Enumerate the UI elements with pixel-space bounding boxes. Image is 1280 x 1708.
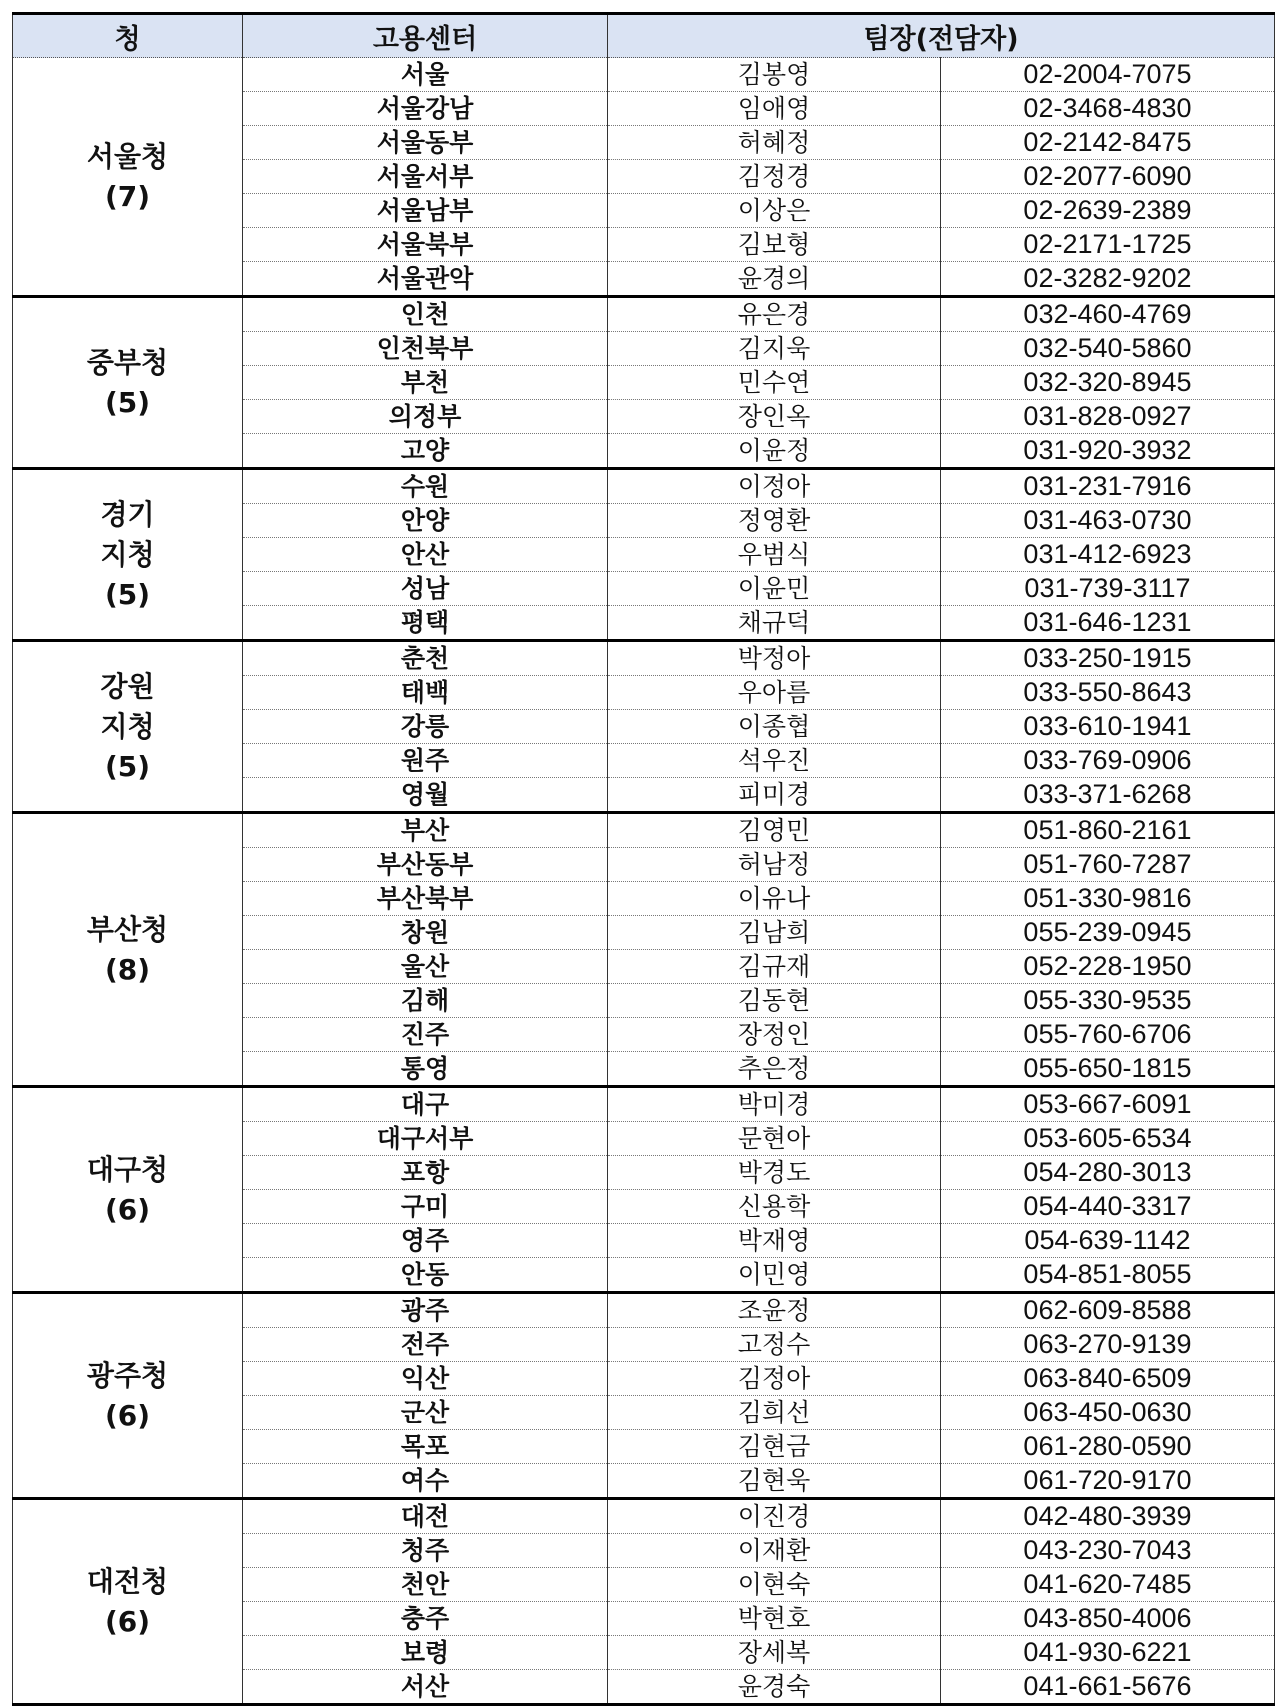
center-cell: 전주 [243, 1328, 608, 1362]
manager-name-cell: 이윤민 [608, 572, 941, 606]
phone-cell: 053-605-6534 [941, 1122, 1275, 1156]
manager-name-cell: 이재환 [608, 1534, 941, 1568]
manager-name-cell: 김규재 [608, 950, 941, 984]
phone-cell: 032-320-8945 [941, 366, 1275, 400]
office-label-line: 강원 [100, 669, 155, 703]
office-label-line: 중부청 [86, 345, 169, 379]
manager-name-cell: 장세복 [608, 1636, 941, 1670]
center-cell: 구미 [243, 1190, 608, 1224]
manager-name-cell: 조윤정 [608, 1293, 941, 1328]
office-label-line: (7) [104, 179, 151, 213]
phone-cell: 042-480-3939 [941, 1499, 1275, 1534]
contact-table-container [12, 12, 1274, 1706]
center-cell: 서울관악 [243, 262, 608, 297]
center-cell: 보령 [243, 1636, 608, 1670]
center-cell: 부천 [243, 366, 608, 400]
phone-cell: 033-610-1941 [941, 710, 1275, 744]
office-label-line: (6) [104, 1398, 151, 1432]
office-label-line: 지청 [100, 709, 155, 743]
phone-cell: 062-609-8588 [941, 1293, 1275, 1328]
manager-name-cell: 피미경 [608, 778, 941, 813]
office-label-line: 대구청 [86, 1152, 169, 1186]
center-cell: 서울북부 [243, 228, 608, 262]
phone-cell: 051-860-2161 [941, 813, 1275, 848]
table-row [13, 297, 1275, 332]
table-body [13, 58, 1275, 1705]
phone-cell: 031-828-0927 [941, 400, 1275, 434]
manager-name-cell: 우아름 [608, 676, 941, 710]
office-label-line: 대전청 [86, 1564, 169, 1598]
phone-cell: 054-639-1142 [941, 1224, 1275, 1258]
header-row [13, 14, 1275, 58]
center-cell: 서울동부 [243, 126, 608, 160]
center-cell: 영주 [243, 1224, 608, 1258]
center-cell: 서울강남 [243, 92, 608, 126]
manager-name-cell: 장정인 [608, 1018, 941, 1052]
phone-cell: 02-2171-1725 [941, 228, 1275, 262]
phone-cell: 02-2004-7075 [941, 58, 1275, 92]
phone-cell: 041-620-7485 [941, 1568, 1275, 1602]
manager-name-cell: 정영환 [608, 504, 941, 538]
center-cell: 군산 [243, 1396, 608, 1430]
office-cell [13, 469, 243, 641]
manager-name-cell: 김정아 [608, 1362, 941, 1396]
office-label-line: (5) [104, 385, 151, 419]
office-label-line: 지청 [100, 537, 155, 571]
manager-name-cell: 김지욱 [608, 332, 941, 366]
center-cell: 의정부 [243, 400, 608, 434]
phone-cell: 033-250-1915 [941, 641, 1275, 676]
manager-name-cell: 석우진 [608, 744, 941, 778]
center-cell: 대구 [243, 1087, 608, 1122]
manager-name-cell: 박정아 [608, 641, 941, 676]
phone-cell: 02-2142-8475 [941, 126, 1275, 160]
center-cell: 익산 [243, 1362, 608, 1396]
center-cell: 원주 [243, 744, 608, 778]
phone-cell: 031-739-3117 [941, 572, 1275, 606]
center-cell: 영월 [243, 778, 608, 813]
phone-cell: 031-231-7916 [941, 469, 1275, 504]
center-cell: 충주 [243, 1602, 608, 1636]
phone-cell: 02-2639-2389 [941, 194, 1275, 228]
center-cell: 안양 [243, 504, 608, 538]
center-cell: 진주 [243, 1018, 608, 1052]
center-cell: 강릉 [243, 710, 608, 744]
manager-name-cell: 문현아 [608, 1122, 941, 1156]
manager-name-cell: 장인옥 [608, 400, 941, 434]
center-cell: 수원 [243, 469, 608, 504]
office-cell [13, 1499, 243, 1705]
manager-name-cell: 고정수 [608, 1328, 941, 1362]
phone-cell: 033-550-8643 [941, 676, 1275, 710]
center-cell: 서산 [243, 1670, 608, 1705]
phone-cell: 041-661-5676 [941, 1670, 1275, 1705]
office-cell [13, 813, 243, 1087]
phone-cell: 02-2077-6090 [941, 160, 1275, 194]
center-cell: 광주 [243, 1293, 608, 1328]
manager-name-cell: 김정경 [608, 160, 941, 194]
phone-cell: 055-239-0945 [941, 916, 1275, 950]
manager-name-cell: 김동현 [608, 984, 941, 1018]
center-cell: 인천 [243, 297, 608, 332]
center-cell: 부산 [243, 813, 608, 848]
office-cell [13, 58, 243, 297]
phone-cell: 063-270-9139 [941, 1328, 1275, 1362]
office-label-line: 부산청 [86, 912, 169, 946]
center-cell: 청주 [243, 1534, 608, 1568]
header-center: 고용센터 [243, 14, 608, 58]
center-cell: 부산북부 [243, 882, 608, 916]
phone-cell: 031-412-6923 [941, 538, 1275, 572]
phone-cell: 061-720-9170 [941, 1464, 1275, 1499]
phone-cell: 043-230-7043 [941, 1534, 1275, 1568]
manager-name-cell: 김현욱 [608, 1464, 941, 1499]
manager-name-cell: 우범식 [608, 538, 941, 572]
center-cell: 창원 [243, 916, 608, 950]
phone-cell: 033-769-0906 [941, 744, 1275, 778]
center-cell: 대구서부 [243, 1122, 608, 1156]
phone-cell: 054-440-3317 [941, 1190, 1275, 1224]
office-label-line: 경기 [100, 497, 155, 531]
manager-name-cell: 유은경 [608, 297, 941, 332]
center-cell: 인천북부 [243, 332, 608, 366]
manager-name-cell: 박재영 [608, 1224, 941, 1258]
phone-cell: 055-760-6706 [941, 1018, 1275, 1052]
center-cell: 울산 [243, 950, 608, 984]
manager-name-cell: 박경도 [608, 1156, 941, 1190]
manager-name-cell: 이진경 [608, 1499, 941, 1534]
employment-center-contact-table [12, 12, 1275, 1706]
center-cell: 통영 [243, 1052, 608, 1087]
center-cell: 포항 [243, 1156, 608, 1190]
manager-name-cell: 김희선 [608, 1396, 941, 1430]
office-label-line: (8) [104, 952, 151, 986]
office-cell [13, 641, 243, 813]
office-label-line: (5) [104, 577, 151, 611]
phone-cell: 02-3468-4830 [941, 92, 1275, 126]
manager-name-cell: 임애영 [608, 92, 941, 126]
center-cell: 태백 [243, 676, 608, 710]
table-header [13, 14, 1275, 58]
center-cell: 안산 [243, 538, 608, 572]
phone-cell: 031-920-3932 [941, 434, 1275, 469]
center-cell: 고양 [243, 434, 608, 469]
office-cell [13, 1293, 243, 1499]
center-cell: 서울 [243, 58, 608, 92]
center-cell: 춘천 [243, 641, 608, 676]
phone-cell: 051-760-7287 [941, 848, 1275, 882]
center-cell: 부산동부 [243, 848, 608, 882]
phone-cell: 032-460-4769 [941, 297, 1275, 332]
phone-cell: 053-667-6091 [941, 1087, 1275, 1122]
center-cell: 안동 [243, 1258, 608, 1293]
table-row [13, 641, 1275, 676]
manager-name-cell: 윤경숙 [608, 1670, 941, 1705]
table-row [13, 469, 1275, 504]
office-cell [13, 1087, 243, 1293]
manager-name-cell: 신용학 [608, 1190, 941, 1224]
manager-name-cell: 김보형 [608, 228, 941, 262]
office-label-line: (6) [104, 1192, 151, 1226]
phone-cell: 061-280-0590 [941, 1430, 1275, 1464]
table-row [13, 58, 1275, 92]
manager-name-cell: 이민영 [608, 1258, 941, 1293]
office-label-line: 광주청 [86, 1358, 169, 1392]
office-label-line: 서울청 [86, 139, 169, 173]
manager-name-cell: 이현숙 [608, 1568, 941, 1602]
phone-cell: 02-3282-9202 [941, 262, 1275, 297]
phone-cell: 033-371-6268 [941, 778, 1275, 813]
manager-name-cell: 김봉영 [608, 58, 941, 92]
center-cell: 대전 [243, 1499, 608, 1534]
phone-cell: 063-450-0630 [941, 1396, 1275, 1430]
manager-name-cell: 이유나 [608, 882, 941, 916]
manager-name-cell: 박현호 [608, 1602, 941, 1636]
office-cell [13, 297, 243, 469]
manager-name-cell: 박미경 [608, 1087, 941, 1122]
table-row [13, 1499, 1275, 1534]
office-label-line: (5) [104, 749, 151, 783]
center-cell: 서울서부 [243, 160, 608, 194]
center-cell: 천안 [243, 1568, 608, 1602]
phone-cell: 063-840-6509 [941, 1362, 1275, 1396]
phone-cell: 031-646-1231 [941, 606, 1275, 641]
manager-name-cell: 김현금 [608, 1430, 941, 1464]
phone-cell: 054-851-8055 [941, 1258, 1275, 1293]
header-manager: 팀장(전담자) [608, 14, 1275, 58]
office-label-line: (6) [104, 1604, 151, 1638]
phone-cell: 031-463-0730 [941, 504, 1275, 538]
center-cell: 여수 [243, 1464, 608, 1499]
phone-cell: 043-850-4006 [941, 1602, 1275, 1636]
phone-cell: 041-930-6221 [941, 1636, 1275, 1670]
manager-name-cell: 채규덕 [608, 606, 941, 641]
phone-cell: 032-540-5860 [941, 332, 1275, 366]
manager-name-cell: 김남희 [608, 916, 941, 950]
table-row [13, 1087, 1275, 1122]
manager-name-cell: 허혜정 [608, 126, 941, 160]
manager-name-cell: 이윤정 [608, 434, 941, 469]
table-row [13, 813, 1275, 848]
manager-name-cell: 민수연 [608, 366, 941, 400]
manager-name-cell: 김영민 [608, 813, 941, 848]
center-cell: 서울남부 [243, 194, 608, 228]
manager-name-cell: 허남정 [608, 848, 941, 882]
phone-cell: 054-280-3013 [941, 1156, 1275, 1190]
manager-name-cell: 윤경의 [608, 262, 941, 297]
table-row [13, 1293, 1275, 1328]
manager-name-cell: 이정아 [608, 469, 941, 504]
header-office: 청 [13, 14, 243, 58]
phone-cell: 055-650-1815 [941, 1052, 1275, 1087]
manager-name-cell: 이종협 [608, 710, 941, 744]
center-cell: 목포 [243, 1430, 608, 1464]
center-cell: 평택 [243, 606, 608, 641]
phone-cell: 051-330-9816 [941, 882, 1275, 916]
manager-name-cell: 이상은 [608, 194, 941, 228]
phone-cell: 052-228-1950 [941, 950, 1275, 984]
phone-cell: 055-330-9535 [941, 984, 1275, 1018]
center-cell: 김해 [243, 984, 608, 1018]
center-cell: 성남 [243, 572, 608, 606]
manager-name-cell: 추은정 [608, 1052, 941, 1087]
